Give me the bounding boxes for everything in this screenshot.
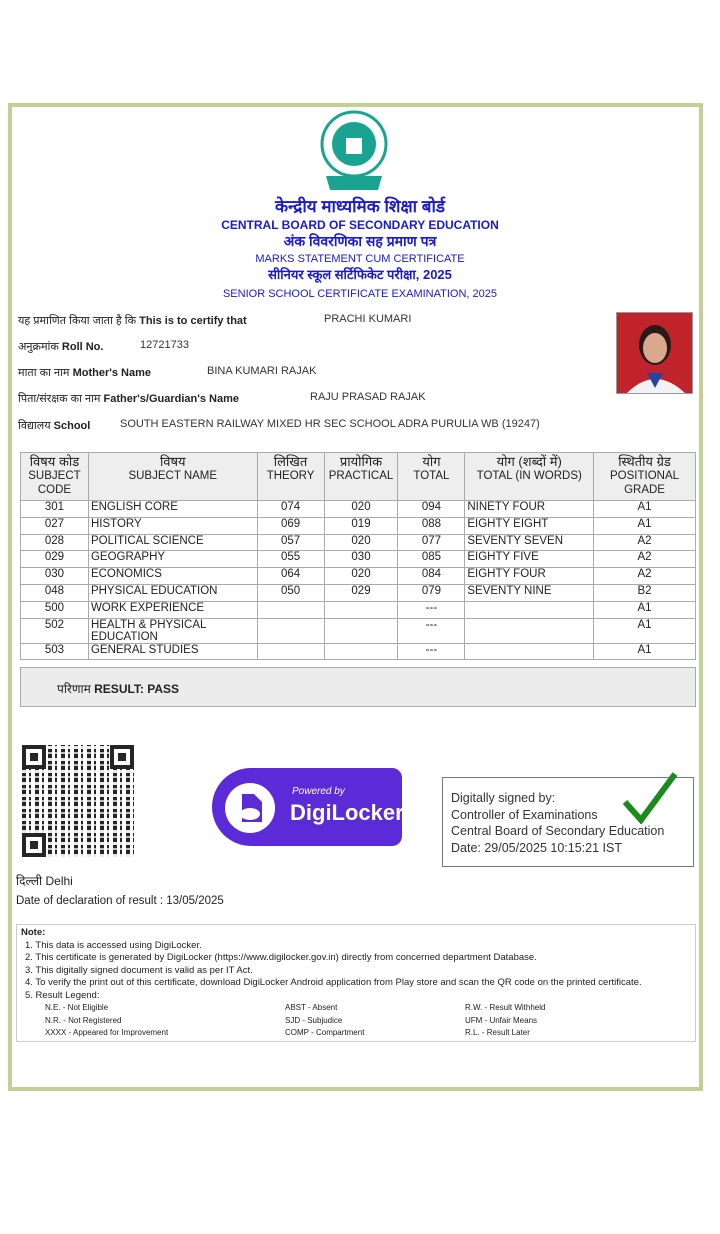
table-cell: 079 xyxy=(398,584,465,601)
table-cell: --- xyxy=(398,618,465,643)
table-cell: A2 xyxy=(594,568,696,585)
doc-title-hindi: अंक विवरणिका सह प्रमाण पत्र xyxy=(283,233,437,249)
table-cell: 050 xyxy=(257,584,324,601)
legend-item: COMP - Compartment xyxy=(285,1028,365,1037)
note-item: 5. Result Legend: xyxy=(25,989,100,1001)
column-header: विषय SUBJECT NAME xyxy=(88,453,257,501)
roll-number: 12721733 xyxy=(140,339,189,351)
column-header: योग TOTAL xyxy=(398,453,465,501)
table-cell: A1 xyxy=(594,501,696,518)
table-cell: A1 xyxy=(594,601,696,618)
legend-item: ABST - Absent xyxy=(285,1003,338,1012)
declaration-date: Date of declaration of result : 13/05/2025 xyxy=(16,895,224,907)
table-cell: B2 xyxy=(594,584,696,601)
legend-item: XXXX - Appeared for Improvement xyxy=(45,1028,169,1037)
table-cell: 094 xyxy=(398,501,465,518)
exam-title-hindi: सीनियर स्कूल सर्टिफिकेट परीक्षा, 2025 xyxy=(268,267,452,282)
column-header: प्रायोगिक PRACTICAL xyxy=(324,453,398,501)
table-cell: 301 xyxy=(21,501,89,518)
cbse-logo xyxy=(318,110,390,192)
table-cell: 030 xyxy=(324,551,398,568)
table-cell xyxy=(324,601,398,618)
certify-label: यह प्रमाणित किया जाता है कि This is to certify that xyxy=(18,315,247,327)
table-cell: WORK EXPERIENCE xyxy=(88,601,257,618)
table-cell: A1 xyxy=(594,643,696,660)
table-cell: 020 xyxy=(324,534,398,551)
table-cell: 502 xyxy=(21,618,89,643)
table-cell: 064 xyxy=(257,568,324,585)
table-cell: 028 xyxy=(21,534,89,551)
table-cell: A2 xyxy=(594,551,696,568)
table-cell: 019 xyxy=(324,517,398,534)
school-label: विद्यालय School xyxy=(18,420,91,432)
legend-item: R.L. - Result Later xyxy=(465,1028,530,1037)
notes-box: Note: 1. This data is accessed using DigiLocker. 2. This certificate is generated by DigiLocker (https://www.digilocker.gov.in) directly from concerned department Database. 3. This digitally signed document is valid as per IT Act. 4. To verify the print out of this certificate, download DigiLocker Android application from Play store and scan the QR code on the printed certificate. 5. Result Legend: N.E. - Not Eligible ABST - Absent R.W. - Result Withheld N.R. - Not Registered SJD - Subjudice UFM - Unfair Means XXXX - Appeared for Improvement COMP - Compartment R.L. - Result Later xyxy=(16,924,696,1042)
student-name: PRACHI KUMARI xyxy=(324,313,412,325)
table-cell: 029 xyxy=(21,551,89,568)
table-cell: POLITICAL SCIENCE xyxy=(88,534,257,551)
table-cell: ECONOMICS xyxy=(88,568,257,585)
table-cell xyxy=(324,643,398,660)
digilocker-badge: Powered by DigiLocker xyxy=(212,768,402,846)
table-cell: 030 xyxy=(21,568,89,585)
table-cell: EIGHTY EIGHT xyxy=(465,517,594,534)
legend-item: N.R. - Not Registered xyxy=(45,1015,122,1025)
table-cell: HEALTH & PHYSICAL EDUCATION xyxy=(88,618,257,643)
table-cell: 029 xyxy=(324,584,398,601)
table-cell: 069 xyxy=(257,517,324,534)
digilocker-icon xyxy=(224,782,276,834)
father-label: पिता/संरक्षक का नाम Father's/Guardian's Name xyxy=(18,393,239,405)
note-item: 1. This data is accessed using DigiLocker. xyxy=(25,939,202,951)
legend-item: UFM - Unfair Means xyxy=(465,1015,538,1025)
table-cell: 048 xyxy=(21,584,89,601)
note-item: 2. This certificate is generated by DigiLocker (https://www.digilocker.gov.in) directly from concerned department Database. xyxy=(25,952,537,963)
column-header: स्थितीय ग्रेड POSITIONAL GRADE xyxy=(594,453,696,501)
table-cell: 057 xyxy=(257,534,324,551)
marks-table xyxy=(20,452,696,660)
doc-title: MARKS STATEMENT CUM CERTIFICATE xyxy=(255,253,465,265)
table-cell: GEOGRAPHY xyxy=(88,551,257,568)
table-row xyxy=(21,551,696,568)
note-item: 4. To verify the print out of this certificate, download DigiLocker Android application from Play store and scan the QR code on the printed certificate. xyxy=(25,977,642,988)
school-name: SOUTH EASTERN RAILWAY MIXED HR SEC SCHOOL ADRA PURULIA WB (19247) xyxy=(120,418,540,430)
table-cell xyxy=(465,618,594,643)
table-cell xyxy=(324,618,398,643)
table-cell: A1 xyxy=(594,517,696,534)
table-cell: --- xyxy=(398,601,465,618)
table-cell: 088 xyxy=(398,517,465,534)
note-item: 3. This digitally signed document is valid as per IT Act. xyxy=(25,964,253,976)
table-cell: 503 xyxy=(21,643,89,660)
place: दिल्ली Delhi xyxy=(16,874,73,888)
table-cell: 020 xyxy=(324,501,398,518)
table-row xyxy=(21,643,696,660)
result-row: परिणाम RESULT: PASS xyxy=(20,667,696,707)
checkmark-icon xyxy=(623,772,677,824)
exam-title: SENIOR SCHOOL CERTIFICATE EXAMINATION, 2025 xyxy=(222,288,498,300)
legend-item: SJD - Subjudice xyxy=(285,1015,343,1025)
table-row xyxy=(21,568,696,585)
student-photo xyxy=(616,312,693,394)
table-cell: 055 xyxy=(257,551,324,568)
table-row xyxy=(21,517,696,534)
table-cell: PHYSICAL EDUCATION xyxy=(88,584,257,601)
table-cell: 020 xyxy=(324,568,398,585)
legend-item: R.W. - Result Withheld xyxy=(465,1003,546,1012)
roll-label: अनुक्रमांक Roll No. xyxy=(18,341,104,353)
table-cell xyxy=(257,601,324,618)
table-cell: 027 xyxy=(21,517,89,534)
table-cell xyxy=(257,618,324,643)
table-row xyxy=(21,618,696,643)
mother-label: माता का नाम Mother's Name xyxy=(18,367,151,379)
table-row xyxy=(21,584,696,601)
table-cell xyxy=(465,643,594,660)
board-name: CENTRAL BOARD OF SECONDARY EDUCATION xyxy=(221,218,499,232)
table-cell: SEVENTY NINE xyxy=(465,584,594,601)
digital-signature: Digitally signed by: Controller of Examinations Central Board of Secondary Education Date: 29/05/2025 10:15:21 IST xyxy=(442,777,694,867)
table-cell: 077 xyxy=(398,534,465,551)
table-cell: NINETY FOUR xyxy=(465,501,594,518)
column-header: विषय कोड SUBJECT CODE xyxy=(21,453,89,501)
table-row xyxy=(21,501,696,518)
board-name-hindi: केन्द्रीय माध्यमिक शिक्षा बोर्ड xyxy=(275,197,445,216)
table-cell xyxy=(257,643,324,660)
result-status: RESULT: PASS xyxy=(94,682,180,696)
table-row xyxy=(21,534,696,551)
table-cell: HISTORY xyxy=(88,517,257,534)
digilocker-brand: DigiLocker xyxy=(290,800,404,825)
table-cell: SEVENTY SEVEN xyxy=(465,534,594,551)
legend-item: N.E. - Not Eligible xyxy=(45,1003,109,1012)
table-row xyxy=(21,601,696,618)
table-cell: --- xyxy=(398,643,465,660)
table-cell: 500 xyxy=(21,601,89,618)
table-cell: A2 xyxy=(594,534,696,551)
father-name: RAJU PRASAD RAJAK xyxy=(310,391,426,403)
table-cell: A1 xyxy=(594,618,696,643)
table-cell: 084 xyxy=(398,568,465,585)
qr-code[interactable] xyxy=(22,745,134,857)
table-cell xyxy=(465,601,594,618)
column-header: योग (शब्दों में) TOTAL (IN WORDS) xyxy=(465,453,594,501)
table-cell: GENERAL STUDIES xyxy=(88,643,257,660)
table-cell: 074 xyxy=(257,501,324,518)
table-cell: EIGHTY FIVE xyxy=(465,551,594,568)
table-cell: 085 xyxy=(398,551,465,568)
table-cell: ENGLISH CORE xyxy=(88,501,257,518)
table-cell: EIGHTY FOUR xyxy=(465,568,594,585)
column-header: लिखित THEORY xyxy=(257,453,324,501)
mother-name: BINA KUMARI RAJAK xyxy=(207,365,317,377)
